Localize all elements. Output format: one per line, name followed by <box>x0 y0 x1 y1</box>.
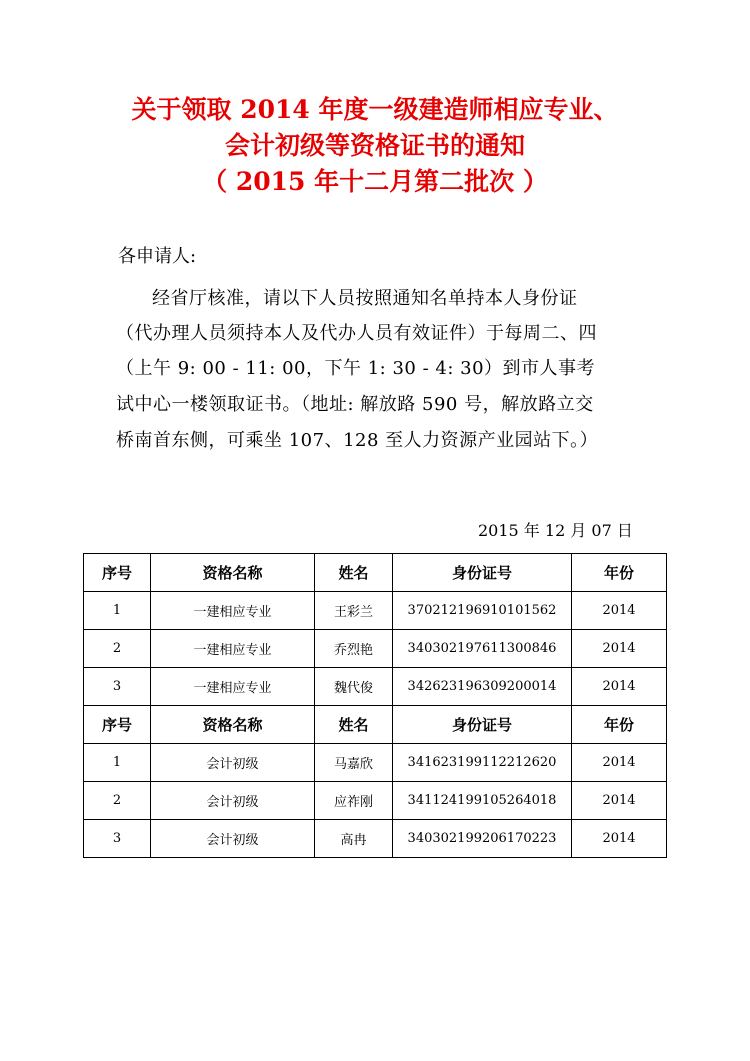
cell-id-number: 342623196309200014 <box>393 668 572 706</box>
body-line: （代办理人员须持本人及代办人员有效证件）于每周二、四 <box>116 323 597 344</box>
body-line: 经省厅核准，请以下人员按照通知名单持本人身份证 <box>152 288 578 309</box>
cell-qualification: 会计初级 <box>151 782 315 820</box>
cell-id-number: 341124199105264018 <box>393 782 572 820</box>
header-cell-id-number: 身份证号 <box>393 706 572 744</box>
header-cell-year: 年份 <box>572 706 667 744</box>
cell-name: 王彩兰 <box>315 592 393 630</box>
body-line: （上午 9: 00 - 11: 00，下午 1: 30 - 4: 30）到市人事考 <box>116 358 596 379</box>
cell-qualification: 会计初级 <box>151 744 315 782</box>
cell-index: 2 <box>84 782 151 820</box>
notice-title-line-3: （ 2015 年十二月第二批次 ） <box>202 167 548 196</box>
cell-year: 2014 <box>572 744 667 782</box>
table-row <box>84 668 667 706</box>
cell-name: 高冉 <box>315 820 393 858</box>
cell-year: 2014 <box>572 630 667 668</box>
header-cell-qualification: 资格名称 <box>151 706 315 744</box>
salutation: 各申请人: <box>118 246 197 267</box>
certificate-table <box>83 553 667 858</box>
cell-year: 2014 <box>572 592 667 630</box>
header-cell-index: 序号 <box>84 706 151 744</box>
table-row <box>84 630 667 668</box>
cell-index: 1 <box>84 592 151 630</box>
header-cell-qualification: 资格名称 <box>151 554 315 592</box>
cell-id-number: 341623199112212620 <box>393 744 572 782</box>
header-cell-name: 姓名 <box>315 706 393 744</box>
notice-title-line-1: 关于领取 2014 年度一级建造师相应专业、 <box>131 95 619 124</box>
cell-index: 3 <box>84 668 151 706</box>
table-row <box>84 782 667 820</box>
cell-year: 2014 <box>572 668 667 706</box>
table-header-row <box>84 706 667 744</box>
cell-id-number: 340302197611300846 <box>393 630 572 668</box>
cell-index: 2 <box>84 630 151 668</box>
table-row <box>84 820 667 858</box>
header-cell-year: 年份 <box>572 554 667 592</box>
body-line: 桥南首东侧，可乘坐 107、128 至人力资源产业园站下。） <box>116 430 599 451</box>
notice-title-line-2: 会计初级等资格证书的通知 <box>224 131 525 160</box>
cell-qualification: 会计初级 <box>151 820 315 858</box>
table-row <box>84 744 667 782</box>
cell-id-number: 340302199206170223 <box>393 820 572 858</box>
cell-year: 2014 <box>572 782 667 820</box>
cell-qualification: 一建相应专业 <box>151 630 315 668</box>
table-header-row <box>84 554 667 592</box>
header-cell-id-number: 身份证号 <box>393 554 572 592</box>
cell-qualification: 一建相应专业 <box>151 592 315 630</box>
cell-name: 魏代俊 <box>315 668 393 706</box>
cell-year: 2014 <box>572 820 667 858</box>
cell-name: 应祚刚 <box>315 782 393 820</box>
notice-date: 2015 年 12 月 07 日 <box>478 521 633 540</box>
cell-name: 乔烈艳 <box>315 630 393 668</box>
cell-id-number: 370212196910101562 <box>393 592 572 630</box>
cell-index: 3 <box>84 820 151 858</box>
table-row <box>84 592 667 630</box>
cell-qualification: 一建相应专业 <box>151 668 315 706</box>
header-cell-name: 姓名 <box>315 554 393 592</box>
header-cell-index: 序号 <box>84 554 151 592</box>
cell-name: 马嘉欣 <box>315 744 393 782</box>
body-line: 试中心一楼领取证书。（地址: 解放路 590 号，解放路立交 <box>116 394 594 415</box>
cell-index: 1 <box>84 744 151 782</box>
